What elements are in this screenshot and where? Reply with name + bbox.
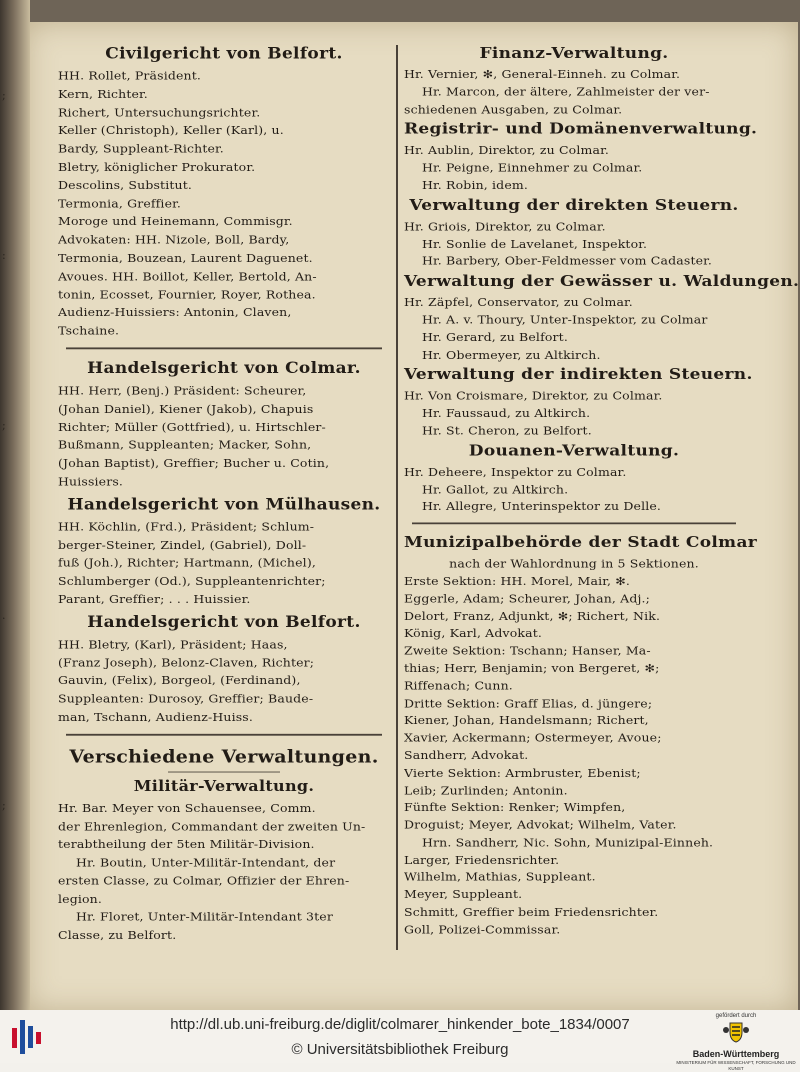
text-line: Moroge und Heinemann, Commisgr. (58, 214, 293, 229)
text-line: Kiener, Johan, Handelsmann; Richert, (404, 713, 649, 727)
left-column (58, 42, 390, 945)
text-line: Gauvin, (Felix), Borgeol, (Ferdinand), (58, 673, 301, 688)
text-line: Richter; Müller (Gottfried), u. Hirtschler- (58, 419, 326, 434)
section-douanen (404, 441, 744, 515)
text-line: (Johan Daniel), Kiener (Jakob), Chapuis (58, 401, 314, 416)
section-heading: Verwaltung der direkten Steuern. (409, 196, 739, 215)
text-line: Hr. Sonlie de Lavelanet, Inspektor. (422, 236, 648, 251)
text-line: Parant, Greffier; . . . Huissier. (58, 592, 251, 606)
text-line: Hr. Barbery, Ober-Feldmesser vom Cadaster. (422, 254, 713, 268)
section-registrir-domaenen (404, 120, 758, 194)
text-line: Goll, Polizei-Commissar. (404, 922, 561, 936)
section-heading: Registrir- und Domänenverwaltung. (404, 120, 758, 139)
text-line: Riffenach; Cunn. (404, 678, 513, 693)
funder-name: Baden-Württemberg (692, 1049, 780, 1059)
text-line: Schmitt, Greffier beim Friedensrichter. (404, 905, 659, 919)
text-line: (Franz Joseph), Belonz-Claven, Richter; (58, 655, 315, 669)
text-line: Audienz-Huissiers: Antonin, Claven, (58, 305, 292, 320)
text-line: Suppleanten: Durosoy, Greffier; Baude- (58, 691, 314, 706)
text-line: Termonia, Greffier. (58, 196, 181, 210)
right-column (404, 42, 800, 938)
text-line: Hr. Zäpfel, Conservator, zu Colmar. (404, 295, 633, 309)
section-heading: Verwaltung der Gewässer u. Waldungen. (404, 272, 800, 291)
text-line: Vierte Sektion: Armbruster, Ebenist; (404, 765, 641, 780)
section-handelsgericht-belfort (58, 612, 390, 726)
text-line: schiedenen Ausgaben, zu Colmar. (404, 102, 623, 116)
section-body (404, 66, 744, 118)
text-line: Hr. A. v. Thoury, Unter-Inspektor, zu Colmar (422, 313, 708, 327)
text-line: Huissiers. (58, 474, 124, 489)
binding-mark: ; (2, 89, 6, 102)
binding-mark: ; (2, 799, 6, 812)
text-line: Hr. Marcon, der ältere, Zahlmeister der ver- (422, 84, 710, 99)
section-rule (66, 734, 382, 736)
text-line: Hr. Gerard, zu Belfort. (422, 330, 568, 344)
text-line: Larger, Friedensrichter. (404, 853, 560, 867)
text-line: Hr. Von Croismare, Direktor, zu Colmar. (404, 389, 663, 403)
text-line: Keller (Christoph), Keller (Karl), u. (58, 123, 284, 138)
text-line: legion. (58, 891, 102, 906)
section-body (404, 142, 744, 194)
permalink-url[interactable]: http://dl.ub.uni-freiburg.de/diglit/colmarer_hinkender_bote_1834/0007 (170, 1016, 630, 1033)
text-line: Erste Sektion: HH. Morel, Mair, ✻. (404, 574, 630, 588)
section-handelsgericht-colmar (58, 358, 390, 490)
section-body (404, 463, 744, 515)
text-line: Droguist; Meyer, Advokat; Wilhelm, Vater. (404, 818, 677, 832)
text-line: Hr. Deheere, Inspektor zu Colmar. (404, 465, 627, 479)
text-line: Hrn. Sandherr, Nic. Sohn, Munizipal-Einneh. (422, 835, 714, 849)
text-line: Richert, Untersuchungsrichter. (58, 105, 261, 119)
binding-mark: ; (2, 419, 6, 432)
section-body (404, 573, 744, 939)
heading-underline (168, 771, 280, 772)
text-line: Tschaine. (58, 323, 120, 338)
text-line: tonin, Ecosset, Fournier, Royer, Rothea. (58, 287, 316, 302)
text-line: Leib; Zurlinden; Antonin. (404, 783, 568, 797)
subsection-heading: Militär-Verwaltung. (133, 776, 315, 795)
section-rule (412, 523, 736, 525)
text-line: berger-Steiner, Zindel, (Gabriel), Doll- (58, 537, 307, 552)
section-rule (66, 347, 382, 349)
text-line: Hr. Robin, idem. (422, 178, 529, 192)
subsection-heading: nach der Wahlordnung in 5 Sektionen. (449, 556, 699, 571)
text-line: Hr. Allegre, Unterinspektor zu Delle. (422, 499, 662, 514)
section-heading: Handelsgericht von Colmar. (87, 359, 361, 378)
section-heading: Munizipalbehörde der Stadt Colmar (404, 534, 758, 552)
text-line: Eggerle, Adam; Scheurer, Johan, Adj.; (404, 591, 651, 605)
text-line: Hr. Boutin, Unter-Militär-Intendant, der (76, 855, 336, 870)
funder-subtitle: MINISTERIUM FÜR WISSENSCHAFT, FORSCHUNG UND KUNST (676, 1060, 796, 1071)
text-line: HH. Herr, (Benj.) Präsident: Scheurer, (58, 383, 307, 398)
text-line: man, Tschann, Audienz-Huiss. (58, 709, 253, 724)
text-line: Schlumberger (Od.), Suppleantenrichter; (58, 573, 326, 588)
text-line: Delort, Franz, Adjunkt, ✻; Richert, Nik. (404, 609, 661, 623)
text-line: Hr. Gallot, zu Altkirch. (422, 482, 569, 496)
text-line: Kern, Richter. (58, 86, 148, 101)
funder-block (676, 1012, 796, 1071)
section-munizipalbehoerde (404, 533, 758, 938)
section-verschiedene-verwaltungen (58, 745, 390, 945)
section-body (58, 635, 390, 726)
section-body (404, 218, 744, 270)
section-body (58, 799, 390, 945)
text-line: Xavier, Ackermann; Ostermeyer, Avoue; (404, 731, 662, 745)
funding-label: gefördert durch (715, 1013, 757, 1019)
text-line: thias; Herr, Benjamin; von Bergeret, ✻; (404, 661, 660, 675)
section-civilgericht-belfort (58, 44, 390, 340)
section-heading: Verschiedene Verwaltungen. (69, 746, 379, 767)
text-line: Avoues. HH. Boillot, Keller, Bertold, An- (58, 269, 317, 283)
text-line: Hr. Vernier, ✻, General-Einneh. zu Colmar. (404, 67, 681, 81)
text-line: Hr. Bar. Meyer von Schauensee, Comm. (58, 800, 316, 815)
section-body (58, 517, 390, 608)
section-indirekte-steuern (404, 365, 753, 439)
text-line: Zweite Sektion: Tschann; Hanser, Ma- (404, 644, 651, 658)
text-line: Fünfte Sektion: Renker; Wimpfen, (404, 800, 626, 815)
text-line: Termonia, Bouzean, Laurent Daguenet. (58, 250, 313, 265)
section-body (58, 381, 390, 490)
text-line: Wilhelm, Mathias, Suppleant. (404, 870, 596, 884)
section-body (58, 67, 390, 340)
text-line: Meyer, Suppleant. (404, 887, 523, 902)
text-line: Descolins, Substitut. (58, 177, 193, 192)
text-line: Bußmann, Suppleanten; Macker, Sohn, (58, 437, 312, 452)
text-line: terabtheilung der 5ten Militär-Division. (58, 837, 315, 851)
text-line: fuß (Joh.), Richter; Hartmann, (Michel), (58, 555, 316, 570)
text-line: der Ehrenlegion, Commandant der zweiten Un- (58, 818, 366, 833)
section-gewaesser-waldungen (404, 272, 800, 364)
text-line: Sandherr, Advokat. (404, 748, 529, 762)
text-line: ersten Classe, zu Colmar, Offizier der Ehren- (58, 873, 350, 888)
section-finanz-verwaltung (404, 44, 744, 118)
text-line: HH. Köchlin, (Frd.), Präsident; Schlum- (58, 519, 315, 534)
column-divider (396, 45, 398, 950)
text-line: (Johan Baptist), Greffier; Bucher u. Cotin, (58, 456, 330, 470)
section-direkte-steuern (404, 196, 744, 270)
baden-wuerttemberg-crest-icon (721, 1020, 751, 1044)
section-body (404, 294, 744, 364)
text-line: König, Karl, Advokat. (404, 626, 543, 640)
section-heading: Douanen-Verwaltung. (468, 442, 680, 460)
section-heading: Handelsgericht von Mülhausen. (67, 495, 381, 514)
text-line: Classe, zu Belfort. (58, 928, 177, 943)
text-line: Bletry, königlicher Prokurator. (58, 159, 256, 174)
text-line: Hr. Obermeyer, zu Altkirch. (422, 347, 601, 362)
text-line: Hr. Griois, Direktor, zu Colmar. (404, 219, 606, 233)
text-line: HH. Bletry, (Karl), Präsident; Haas, (58, 636, 288, 651)
text-line: Hr. St. Cheron, zu Belfort. (422, 423, 592, 438)
binding-mark: . (2, 609, 6, 622)
section-heading: Finanz-Verwaltung. (479, 44, 669, 63)
text-line: Dritte Sektion: Graff Elias, d. jüngere; (404, 696, 653, 710)
text-line: Hr. Aublin, Direktor, zu Colmar. (404, 143, 609, 157)
section-body (404, 387, 744, 439)
section-handelsgericht-muelhausen (58, 494, 390, 608)
binding-mark: : (2, 249, 6, 262)
text-line: Hr. Faussaud, zu Altkirch. (422, 406, 591, 420)
text-line: Advokaten: HH. Nizole, Boll, Bardy, (58, 232, 290, 247)
text-line: Hr. Peigne, Einnehmer zu Colmar. (422, 160, 643, 175)
text-line: Hr. Floret, Unter-Militär-Intendant 3ter (76, 910, 333, 924)
section-heading: Handelsgericht von Belfort. (87, 613, 361, 632)
viewer-footer (0, 1010, 800, 1071)
text-line: Bardy, Suppleant-Richter. (58, 141, 224, 156)
section-heading: Verwaltung der indirekten Steuern. (404, 366, 753, 384)
text-line: HH. Rollet, Präsident. (58, 68, 202, 83)
copyright-notice: © Universitätsbibliothek Freiburg (291, 1041, 509, 1058)
book-spine (0, 0, 30, 1010)
section-heading: Civilgericht von Belfort. (105, 44, 343, 64)
